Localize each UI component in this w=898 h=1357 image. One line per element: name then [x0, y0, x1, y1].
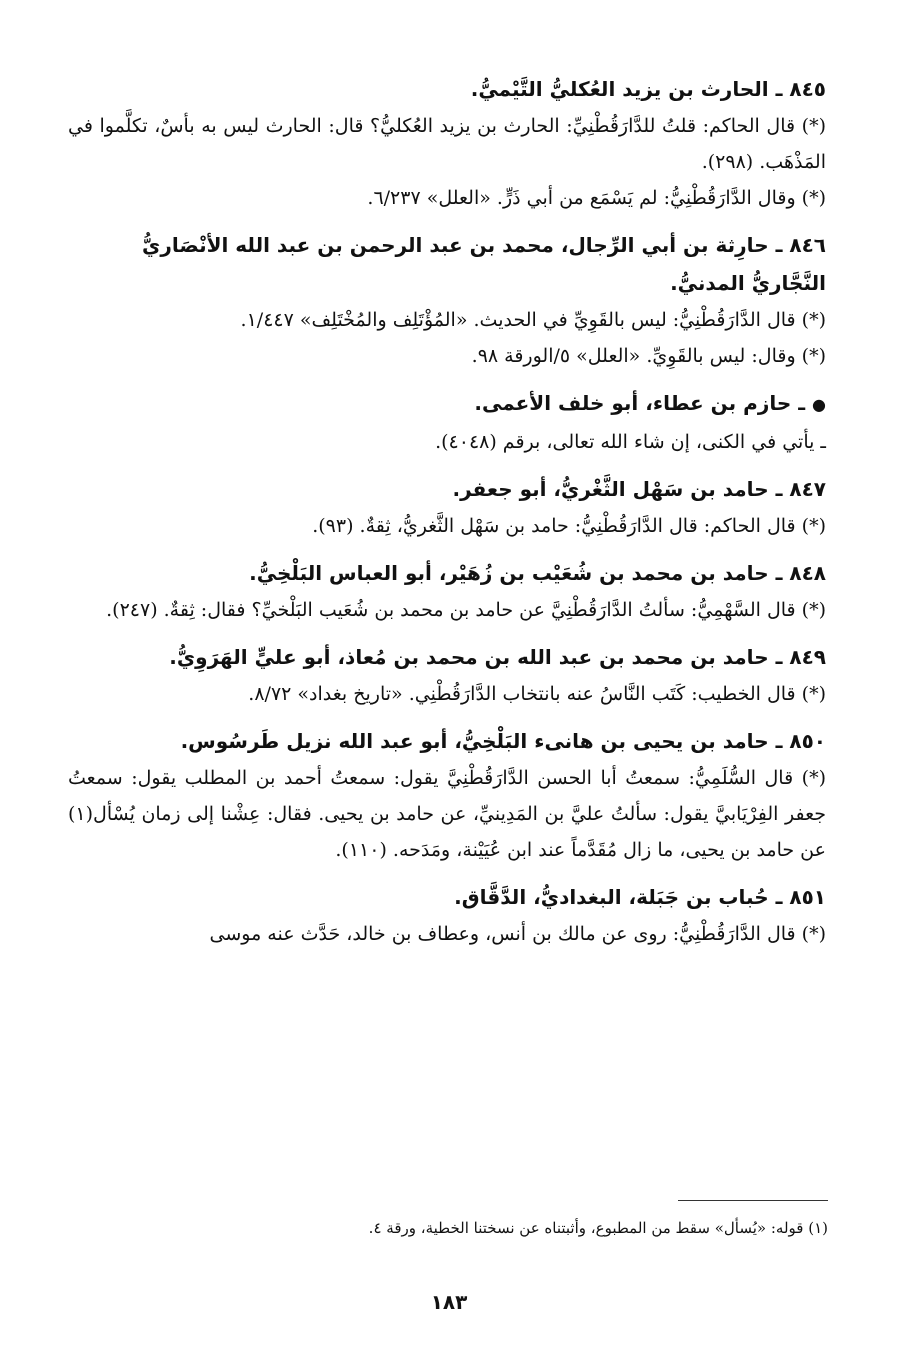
bullet-icon: ● — [812, 395, 826, 414]
entry — [68, 226, 826, 374]
entry — [68, 70, 826, 216]
footnote: (١) قوله: «يُسأل» سقط من المطبوع، وأثبتناه عن نسختنا الخطية، ورقة ٤. — [368, 1219, 828, 1237]
entry-paragraph: (*) قال الدَّارَقُطْنِيُّ: ليس بالقَوِيِّ في الحديث. «المُؤْتَلِف والمُخْتَلِف» ١/٤٤٧. — [240, 309, 826, 331]
entry-heading-text: ٨٤٩ ـ حامد بن محمد بن عبد الله بن محمد بن مُعاذ، أبو عليٍّ الهَرَوِيُّ. — [169, 645, 826, 669]
entry-paragraph: (*) قال الحاكم: قال الدَّارَقُطْنِيُّ: حامد بن سَهْل الثَّغريُّ، ثِقةٌ. (٩٣). — [312, 515, 826, 537]
entry — [68, 384, 826, 460]
footnote-separator — [678, 1200, 828, 1201]
entry-heading-text: ٨٥٠ ـ حامد بن يحيى بن هانىء البَلْخِيُّ، أبو عبد الله نزيل طَرسُوس. — [180, 729, 826, 753]
entry-heading — [68, 638, 826, 676]
entry-paragraph: (*) قال الحاكم: قلتُ للدَّارَقُطْنِيِّ: الحارث بن يزيد العُكليُّ؟ قال: الحارث ليس به بأسٌ، تكلَّموا في المَذْهَب. (٢٩٨). — [68, 115, 826, 173]
entry-heading — [68, 70, 826, 108]
entry-paragraph: (*) وقال: ليس بالقَوِيِّ. «العلل» ٥/الورقة ٩٨. — [471, 345, 826, 367]
entry-heading-text: ٨٤٧ ـ حامد بن سَهْل الثَّغْريُّ، أبو جعفر. — [452, 477, 826, 501]
entry-heading — [68, 554, 826, 592]
entry-heading-text: ٨٤٦ ـ حارِثة بن أبي الرِّجال، محمد بن عبد الرحمن بن عبد الله الأنْصَاريُّ النَّجَّاريُّ المدنيُّ. — [142, 233, 826, 295]
entry-paragraph: (*) قال السُّلَمِيُّ: سمعتُ أبا الحسن الدَّارَقُطْنِيَّ يقول: سمعتُ أحمد بن المطلب يقول: سمعتُ جعفر الفِرْيَابيَّ يقول: سألتُ عليَّ بن المَدِينيِّ، عن حامد بن يحيى. فقال: عِشْنا إلى زمان يُسْأل(١) عن حامد بن يحيى، ما زال مُقَدَّماً عند ابن عُيَيْنة، ومَدَحه. (١١٠). — [68, 767, 826, 861]
entry — [68, 722, 826, 868]
entry-heading — [68, 722, 826, 760]
entry-paragraph: ـ يأتي في الكنى، إن شاء الله تعالى، برقم (٤٠٤٨). — [435, 431, 826, 453]
entries-list — [68, 70, 826, 952]
entry-heading — [68, 226, 826, 302]
entry — [68, 638, 826, 712]
entry-paragraph: (*) قال الخطيب: كَتَب النَّاسُ عنه بانتخاب الدَّارَقُطْنِي. «تاريخ بغداد» ٨/٧٢. — [248, 683, 826, 705]
page-number: ١٨٣ — [430, 1290, 468, 1314]
entry — [68, 554, 826, 628]
entry — [68, 878, 826, 952]
entry-heading-text: ٨٤٨ ـ حامد بن محمد بن شُعَيْب بن زُهَيْر، أبو العباس البَلْخِيُّ. — [249, 561, 826, 585]
entry-paragraph: (*) قال السَّهْمِيُّ: سألتُ الدَّارَقُطْنِيَّ عن حامد بن محمد بن شُعَيب البَلْخيِّ؟ فقال: ثِقةٌ. (٢٤٧). — [106, 599, 826, 621]
entry-heading — [68, 878, 826, 916]
entry-heading — [68, 470, 826, 508]
entry-heading-text: ٨٥١ ـ حُباب بن جَبَلة، البغداديُّ، الدَّقَّاق. — [454, 885, 826, 909]
entry-heading-text: ـ حازم بن عطاء، أبو خلف الأعمى. — [474, 391, 806, 415]
entry-paragraph: (*) قال الدَّارَقُطْنِيُّ: روى عن مالك بن أنس، وعطاف بن خالد، حَدَّث عنه موسى — [209, 923, 826, 945]
entry-heading-text: ٨٤٥ ـ الحارث بن يزيد العُكليُّ التَّيْميُّ. — [470, 77, 826, 101]
entry-paragraph: (*) وقال الدَّارَقُطْنِيُّ: لم يَسْمَع من أبي ذَرٍّ. «العلل» ٦/٢٣٧. — [367, 187, 826, 209]
entry-heading — [68, 384, 826, 424]
entry — [68, 470, 826, 544]
